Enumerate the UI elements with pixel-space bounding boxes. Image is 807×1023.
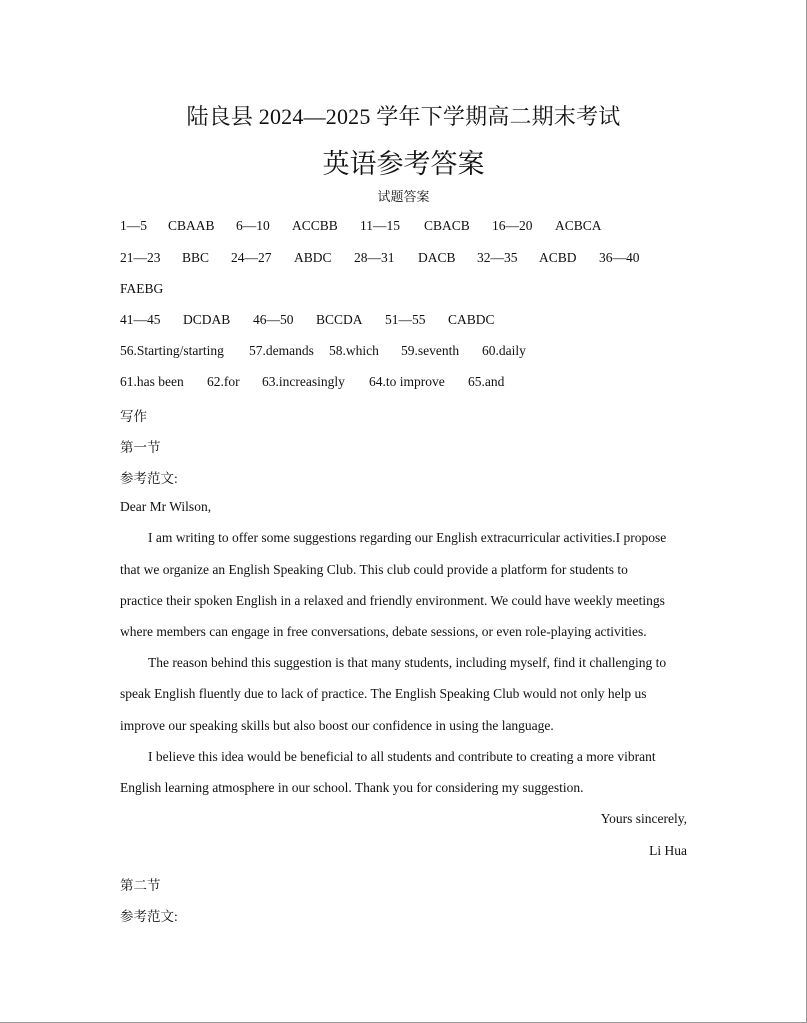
answer-item: 57.demands (249, 343, 314, 358)
answer-item: 65.and (468, 374, 505, 389)
answer-key: CBACB (424, 218, 470, 233)
exam-title: 陆良县 2024—2025 学年下学期高二期末考试 (186, 104, 621, 129)
subject-title: 英语参考答案 (322, 149, 485, 179)
letter-greeting: Dear Mr Wilson, (120, 499, 212, 514)
answer-key: ACBCA (555, 218, 602, 233)
answer-range: 1—5 (120, 218, 147, 233)
answer-item: 61.has been (120, 374, 184, 389)
answer-row-1 (120, 218, 602, 234)
answer-key: ABDC (294, 250, 332, 265)
answer-key: DACB (418, 250, 456, 265)
answer-item: 60.daily (482, 343, 526, 358)
answer-key: ACCBB (292, 218, 338, 233)
answer-range: 6—10 (236, 218, 270, 233)
section-2-heading: 第二节 (120, 878, 161, 893)
answers-subtitle: 试题答案 (377, 189, 430, 204)
letter-line: I believe this idea would be beneficial to all students and contribute to creating a more vibrant (148, 749, 656, 764)
answer-key: CBAAB (168, 218, 215, 233)
answer-key: BBC (182, 250, 210, 265)
answer-item: 58.which (329, 343, 379, 358)
letter-line: English learning atmosphere in our school. Thank you for considering my suggestion. (120, 780, 584, 795)
answer-row-3 (120, 312, 495, 328)
letter-line: The reason behind this suggestion is that many students, including myself, find it challenging to (148, 655, 667, 670)
answer-item: 64.to improve (369, 374, 445, 389)
answer-item: 59.seventh (401, 343, 460, 358)
answer-range: 16—20 (492, 218, 533, 233)
section-1-heading: 第一节 (120, 440, 161, 455)
letter-line: where members can engage in free conversations, debate sessions, or even role-playing activities. (120, 624, 647, 639)
answer-range: 24—27 (231, 250, 272, 265)
answer-key: CABDC (448, 312, 495, 327)
answer-row-4 (120, 343, 526, 359)
answer-item: 62.for (207, 374, 240, 389)
sample-essay-label-2: 参考范文: (120, 909, 178, 924)
answer-key: DCDAB (183, 312, 231, 327)
answer-range: 32—35 (477, 250, 518, 265)
answer-item: 56.Starting/starting (120, 343, 224, 358)
letter-closing: Yours sincerely, (600, 811, 687, 826)
answer-range: 11—15 (360, 218, 400, 233)
letter-line: that we organize an English Speaking Club. This club could provide a platform for students to (120, 562, 628, 577)
answer-row-5 (120, 374, 504, 390)
answer-range: 21—23 (120, 250, 161, 265)
letter-line: speak English fluently due to lack of practice. The English Speaking Club would not only help us (120, 686, 647, 701)
answer-range: 28—31 (354, 250, 395, 265)
answer-range: 36—40 (599, 250, 640, 265)
answer-key: BCCDA (316, 312, 363, 327)
answer-item: 63.increasingly (262, 374, 345, 389)
answer-row-2 (120, 250, 640, 266)
letter-signature: Li Hua (649, 843, 687, 858)
writing-heading: 写作 (120, 409, 147, 424)
sample-essay-label-1: 参考范文: (120, 471, 178, 486)
answer-range: 46—50 (253, 312, 294, 327)
answer-key: ACBD (539, 250, 577, 265)
answer-row-2-continued: FAEBG (120, 281, 164, 296)
answer-range: 51—55 (385, 312, 426, 327)
answer-range: 41—45 (120, 312, 161, 327)
letter-line: I am writing to offer some suggestions regarding our English extracurricular activities.I propose (148, 530, 667, 545)
letter-line: practice their spoken English in a relaxed and friendly environment. We could have weekly meetings (120, 593, 665, 608)
letter-line: improve our speaking skills but also boost our confidence in using the language. (120, 718, 554, 733)
